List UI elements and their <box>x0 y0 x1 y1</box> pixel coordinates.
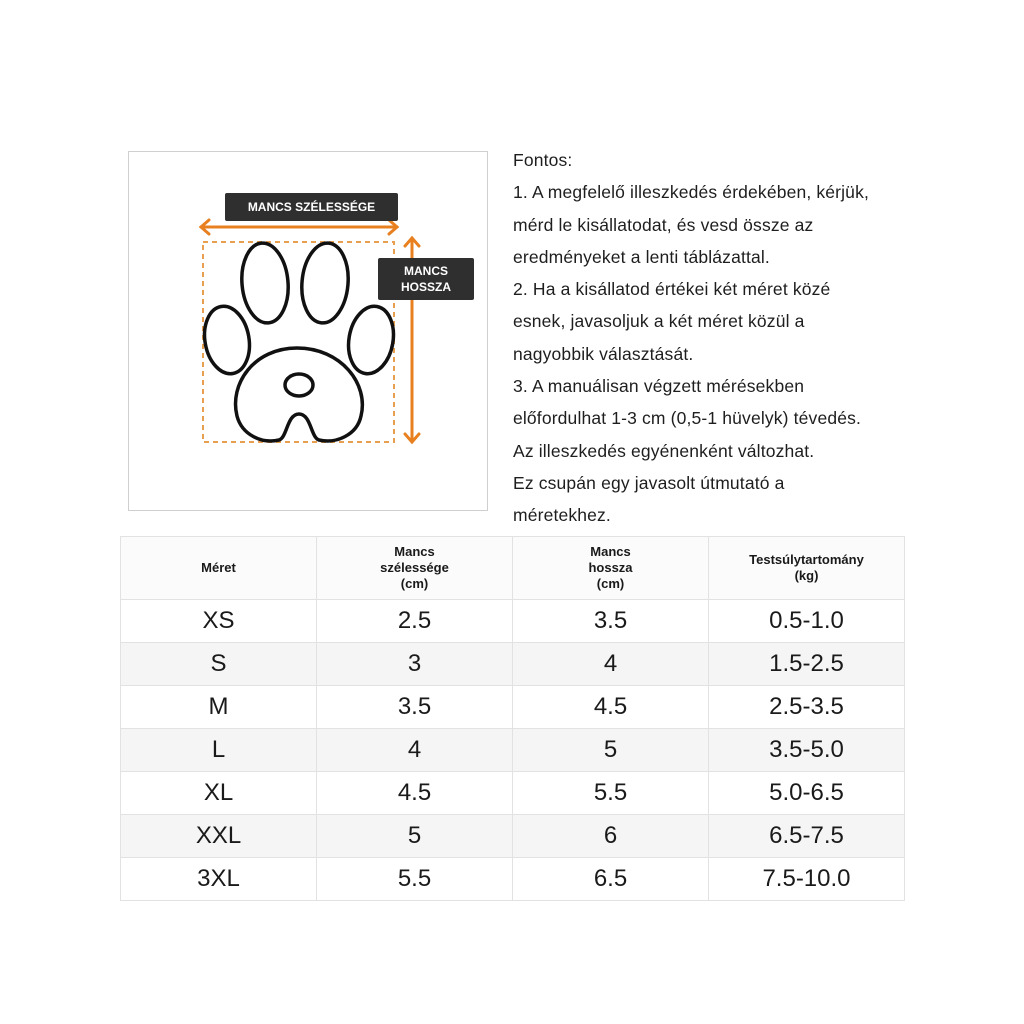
header-size: Méret <box>121 537 317 600</box>
size-chart-table <box>120 536 905 901</box>
note-line: nagyobbik választását. <box>513 343 694 364</box>
table-row <box>121 729 905 772</box>
cell-size: XXL <box>121 815 317 858</box>
cell-weight: 1.5-2.5 <box>709 643 905 686</box>
note-line: 2. Ha a kisállatod értékei két méret közé <box>513 279 831 300</box>
note-line: mérd le kisállatodat, és vesd össze az <box>513 214 814 235</box>
cell-length: 4 <box>513 643 709 686</box>
cell-size: XL <box>121 772 317 815</box>
note-line: 3. A manuálisan végzett mérésekben <box>513 376 805 397</box>
cell-size: XS <box>121 600 317 643</box>
cell-size: 3XL <box>121 858 317 901</box>
header-paw-length: Mancs hossza (cm) <box>513 537 709 600</box>
toe-outer-right <box>343 303 398 378</box>
cell-size: L <box>121 729 317 772</box>
table-header-row <box>121 537 905 600</box>
paw-length-label: MANCS HOSSZA <box>378 258 474 300</box>
cell-size: S <box>121 643 317 686</box>
cell-weight: 6.5-7.5 <box>709 815 905 858</box>
cell-length: 6 <box>513 815 709 858</box>
table-row <box>121 858 905 901</box>
toe-inner-left <box>239 241 292 325</box>
important-notes <box>513 144 923 532</box>
table-row <box>121 815 905 858</box>
cell-width: 3.5 <box>317 686 513 729</box>
note-line: Ez csupán egy javasolt útmutató a <box>513 472 785 493</box>
note-line: Fontos: <box>513 150 573 170</box>
cell-length: 5.5 <box>513 772 709 815</box>
table-row <box>121 643 905 686</box>
cell-weight: 3.5-5.0 <box>709 729 905 772</box>
cell-width: 5 <box>317 815 513 858</box>
cell-length: 6.5 <box>513 858 709 901</box>
table-row <box>121 600 905 643</box>
cell-length: 5 <box>513 729 709 772</box>
toe-outer-left <box>199 303 254 378</box>
header-weight-range: Testsúlytartomány (kg) <box>709 537 905 600</box>
cell-weight: 5.0-6.5 <box>709 772 905 815</box>
toe-inner-right <box>299 241 352 325</box>
cell-width: 2.5 <box>317 600 513 643</box>
paw-pad-center <box>285 374 313 396</box>
cell-weight: 0.5-1.0 <box>709 600 905 643</box>
note-line: Az illeszkedés egyénenként változhat. <box>513 440 815 461</box>
cell-width: 3 <box>317 643 513 686</box>
cell-size: M <box>121 686 317 729</box>
header-paw-width: Mancs szélessége (cm) <box>317 537 513 600</box>
cell-width: 5.5 <box>317 858 513 901</box>
width-arrow <box>201 220 397 234</box>
note-line: esnek, javasoljuk a két méret közül a <box>513 311 805 332</box>
cell-weight: 2.5-3.5 <box>709 686 905 729</box>
cell-width: 4 <box>317 729 513 772</box>
note-line: eredményeket a lenti táblázattal. <box>513 246 770 267</box>
table-row <box>121 686 905 729</box>
note-line: előfordulhat 1-3 cm (0,5-1 hüvelyk) tévedés. <box>513 408 862 429</box>
table-row <box>121 772 905 815</box>
cell-weight: 7.5-10.0 <box>709 858 905 901</box>
note-line: méretekhez. <box>513 505 611 526</box>
cell-length: 4.5 <box>513 686 709 729</box>
cell-width: 4.5 <box>317 772 513 815</box>
cell-length: 3.5 <box>513 600 709 643</box>
note-line: 1. A megfelelő illeszkedés érdekében, kérjük, <box>513 182 869 203</box>
paw-width-label: MANCS SZÉLESSÉGE <box>225 193 398 221</box>
paw-diagram <box>128 151 488 511</box>
